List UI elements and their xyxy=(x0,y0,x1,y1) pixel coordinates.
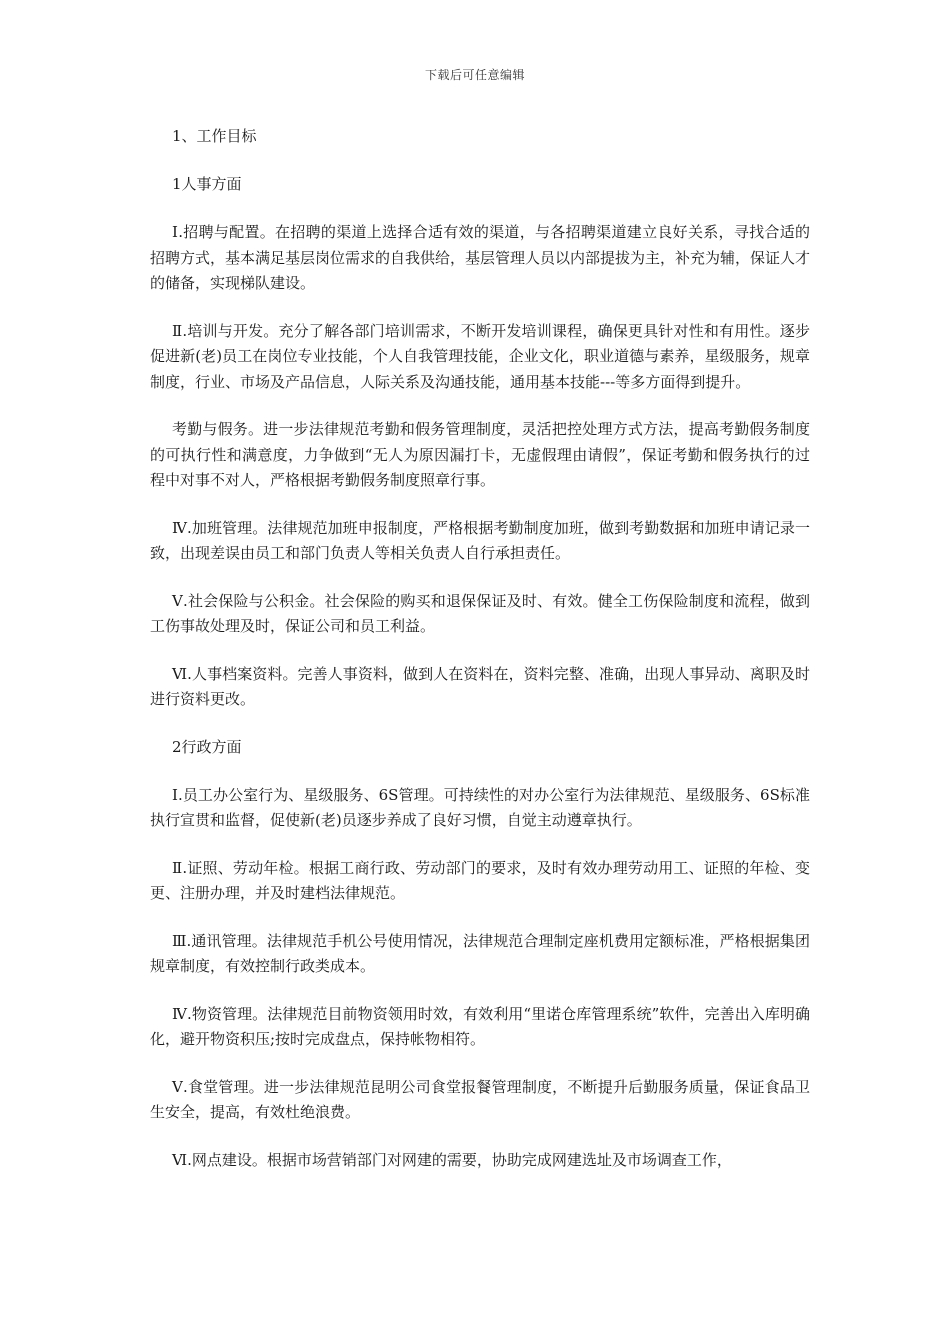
paragraph-office-behavior: Ⅰ.员工办公室行为、星级服务、6S管理。可持续性的对办公室行为法律规范、星级服务、6S标准执行宣贯和监督，促使新(老)员逐步养成了良好习惯，自觉主动遵章执行。 xyxy=(150,785,810,829)
section-heading-administration: 2行政方面 xyxy=(172,737,242,756)
paragraph-social-insurance: Ⅴ.社会保险与公积金。社会保险的购买和退保保证及时、有效。健全工伤保险制度和流程，做到工伤事故处理及时，保证公司和员工利益。 xyxy=(150,591,810,635)
document-body xyxy=(150,124,810,1195)
section-heading-personnel: 1人事方面 xyxy=(172,175,242,193)
paragraph-licenses: Ⅱ.证照、劳动年检。根据工商行政、劳动部门的要求，及时有效办理劳动用工、证照的年检、变更、注册办理，并及时建档法律规范。 xyxy=(150,858,810,902)
paragraph-materials: Ⅳ.物资管理。法律规范目前物资领用时效，有效利用“里诺仓库管理系统”软件，完善出入库明确化，避开物资积压;按时完成盘点，保持帐物相符。 xyxy=(150,1004,810,1048)
section-heading-work-goals: 1、工作目标 xyxy=(172,127,257,145)
paragraph-recruitment: Ⅰ.招聘与配置。在招聘的渠道上选择合适有效的渠道，与各招聘渠道建立良好关系，寻找合适的招聘方式，基本满足基层岗位需求的自我供给，基层管理人员以内部提拔为主，补充为辅，保证人才的储备，实现梯队建设。 xyxy=(150,223,811,292)
paragraph-canteen: Ⅴ.食堂管理。进一步法律规范昆明公司食堂报餐管理制度，不断提升后勤服务质量，保证食品卫生安全，提高，有效杜绝浪费。 xyxy=(150,1077,810,1121)
paragraph-overtime: Ⅳ.加班管理。法律规范加班申报制度，严格根据考勤制度加班，做到考勤数据和加班申请记录一致，出现差误由员工和部门负责人等相关负责人自行承担责任。 xyxy=(150,518,810,562)
page-header: 下载后可任意编辑 xyxy=(424,68,525,82)
paragraph-training: Ⅱ.培训与开发。充分了解各部门培训需求，不断开发培训课程，确保更具针对性和有用性。逐步促进新(老)员工在岗位专业技能，个人自我管理技能，企业文化，职业道德与素养，星级服务，规章制度，行业、市场及产品信息，人际关系及沟通技能，通用基本技能---等多方面得到提升。 xyxy=(150,321,810,391)
paragraph-personnel-files: Ⅵ.人事档案资料。完善人事资料，做到人在资料在，资料完整、准确，出现人事异动、离职及时进行资料更改。 xyxy=(150,664,810,708)
paragraph-outlets: Ⅵ.网点建设。根据市场营销部门对网建的需要，协助完成网建选址及市场调查工作， xyxy=(172,1150,732,1169)
paragraph-attendance: 考勤与假务。进一步法律规范考勤和假务管理制度，灵活把控处理方式方法，提高考勤假务制度的可执行性和满意度，力争做到“无人为原因漏打卡，无虚假理由请假”，保证考勤和假务执行的过程中对事不对人，严格根据考勤假务制度照章行事。 xyxy=(150,420,810,489)
paragraph-communication: Ⅲ.通讯管理。法律规范手机公号使用情况，法律规范合理制定座机费用定额标准，严格根据集团规章制度，有效控制行政类成本。 xyxy=(150,931,810,975)
